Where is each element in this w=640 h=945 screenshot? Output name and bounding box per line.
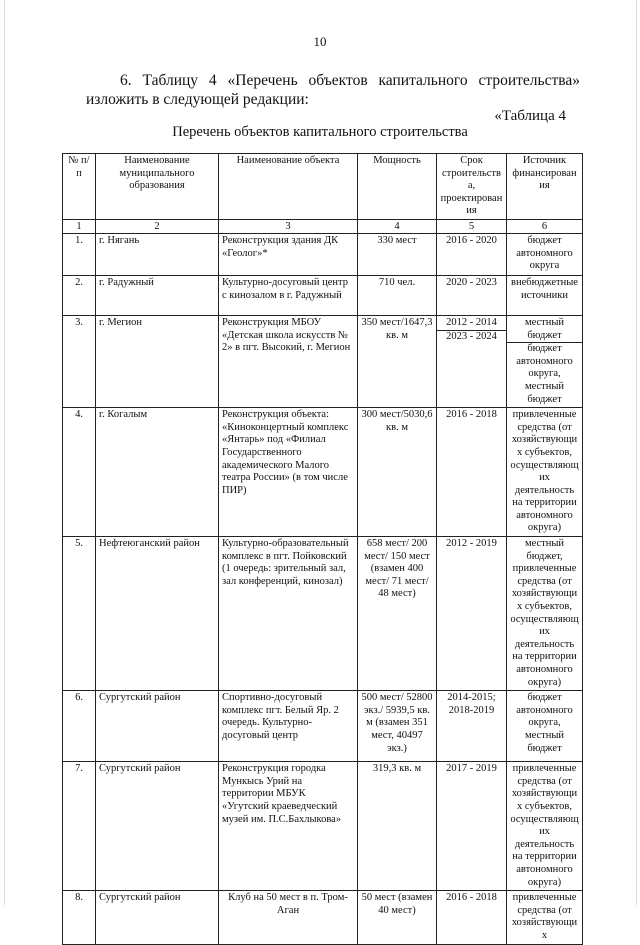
cell-municipality: г. Радужный: [96, 275, 219, 315]
cell-capacity: 300 мест/5030,6 кв. м: [358, 408, 437, 537]
table-row: [63, 233, 583, 275]
cell-term: 2014-2015; 2018-2019: [437, 691, 507, 762]
cell-term: 2017 - 2019: [437, 762, 507, 891]
header-municipality: Наименование муниципального образования: [96, 154, 219, 220]
column-index: 6: [507, 219, 583, 233]
column-index: 4: [358, 219, 437, 233]
cell-num: 6.: [63, 691, 96, 762]
cell-term: 2016 - 2020: [437, 233, 507, 275]
cell-object: Реконструкция здания ДК «Геолог»*: [219, 233, 358, 275]
column-index: 5: [437, 219, 507, 233]
cell-object: Культурно-досуговый центр с кинозалом в г. Радужный: [219, 275, 358, 315]
cell-term: 2016 - 2018: [437, 408, 507, 537]
source-entry: местный бюджет: [524, 316, 565, 341]
cell-source: [507, 315, 583, 407]
cell-object: Культурно-образовательный комплекс в пгт. Пойковский (1 очередь: зрительный зал, зал конференций, кинозал): [219, 537, 358, 691]
cell-source: привлеченные средства (от хозяйствующих субъектов, осуществляющих деятельность на территории автономного округа): [507, 762, 583, 891]
source-entry: бюджет автономного округа, местный бюджет: [507, 342, 582, 406]
cell-object: Реконструкция городка Мункысь Урий на территории МБУК «Угутский краеведческий музей им. П.С.Бахлыкова»: [219, 762, 358, 891]
cell-municipality: Сургутский район: [96, 762, 219, 891]
cell-municipality: Нефтеюганский район: [96, 537, 219, 691]
cell-num: 4.: [63, 408, 96, 537]
cell-capacity: 710 чел.: [358, 275, 437, 315]
cell-capacity: 350 мест/1647,3 кв. м: [358, 315, 437, 407]
cell-num: 7.: [63, 762, 96, 891]
cell-municipality: Сургутский район: [96, 891, 219, 944]
cell-term: 2016 - 2018: [437, 891, 507, 944]
cell-municipality: Сургутский район: [96, 691, 219, 762]
table-row: [63, 691, 583, 762]
table-row: [63, 537, 583, 691]
column-index: 3: [219, 219, 358, 233]
intro-paragraph: [86, 71, 580, 109]
cell-capacity: 50 мест (взамен 40 мест): [358, 891, 437, 944]
cell-municipality: г. Мегион: [96, 315, 219, 407]
cell-object: Клуб на 50 мест в п. Тром-Аган: [219, 891, 358, 944]
intro-line-2: изложить в следующей редакции:: [86, 91, 309, 108]
cell-source: внебюджетные источники: [507, 275, 583, 315]
table-header-row: [63, 154, 583, 220]
cell-municipality: г. Когалым: [96, 408, 219, 537]
cell-source: привлеченные средства (от хозяйствующих субъектов, осуществляющих деятельность на территории автономного округа): [507, 408, 583, 537]
column-index: 2: [96, 219, 219, 233]
header-num: № п/п: [63, 154, 96, 220]
table-reference: «Таблица 4: [494, 108, 566, 124]
cell-num: 8.: [63, 891, 96, 944]
cell-source: привлеченные средства (от хозяйствующих: [507, 891, 583, 944]
cell-object: Спортивно-досуговый комплекс пгт. Белый Яр. 2 очередь. Культурно-досуговый центр: [219, 691, 358, 762]
cell-source: бюджет автономного округа, местный бюджет: [507, 691, 583, 762]
cell-capacity: 500 мест/ 52800 экз./ 5939,5 кв. м (взамен 351 мест, 40497 экз.): [358, 691, 437, 762]
header-term: Срок строительства, проектирования: [437, 154, 507, 220]
header-source: Источник финансирования: [507, 154, 583, 220]
cell-source: бюджет автономного округа: [507, 233, 583, 275]
cell-source: местный бюджет, привлеченные средства (от хозяйствующих субъектов, осуществляющих деятельность на территории автономного округа): [507, 537, 583, 691]
term-period: 2023 - 2024: [437, 330, 506, 344]
table-title: Перечень объектов капитального строительства: [172, 124, 468, 140]
intro-line-1: 6. Таблицу 4 «Перечень объектов капитального строительства»: [120, 72, 580, 89]
table-row: [63, 891, 583, 944]
cell-object: Реконструкция объекта: «Киноконцертный комплекс «Янтарь» под «Филиал Государственного академического Малого театра России» (в том числе ПИР): [219, 408, 358, 537]
page-number: 10: [313, 34, 327, 49]
table-row: [63, 275, 583, 315]
cell-capacity: 658 мест/ 200 мест/ 150 мест (взамен 400 мест/ 71 мест/ 48 мест): [358, 537, 437, 691]
cell-capacity: 319,3 кв. м: [358, 762, 437, 891]
table-row: [63, 408, 583, 537]
cell-num: 2.: [63, 275, 96, 315]
header-object: Наименование объекта: [219, 154, 358, 220]
cell-capacity: 330 мест: [358, 233, 437, 275]
table-row: [63, 762, 583, 891]
cell-object: Реконструкция МБОУ «Детская школа искусств № 2» в пгт. Высокий, г. Мегион: [219, 315, 358, 407]
column-index: 1: [63, 219, 96, 233]
cell-num: 3.: [63, 315, 96, 407]
cell-num: 5.: [63, 537, 96, 691]
table-row: [63, 315, 583, 407]
column-index-row: [63, 219, 583, 233]
cell-term: [437, 315, 507, 407]
objects-table: [62, 153, 583, 945]
term-period: 2012 - 2014: [446, 316, 497, 328]
cell-municipality: г. Нягань: [96, 233, 219, 275]
cell-num: 1.: [63, 233, 96, 275]
cell-term: 2012 - 2019: [437, 537, 507, 691]
header-capacity: Мощность: [358, 154, 437, 220]
cell-term: 2020 - 2023: [437, 275, 507, 315]
